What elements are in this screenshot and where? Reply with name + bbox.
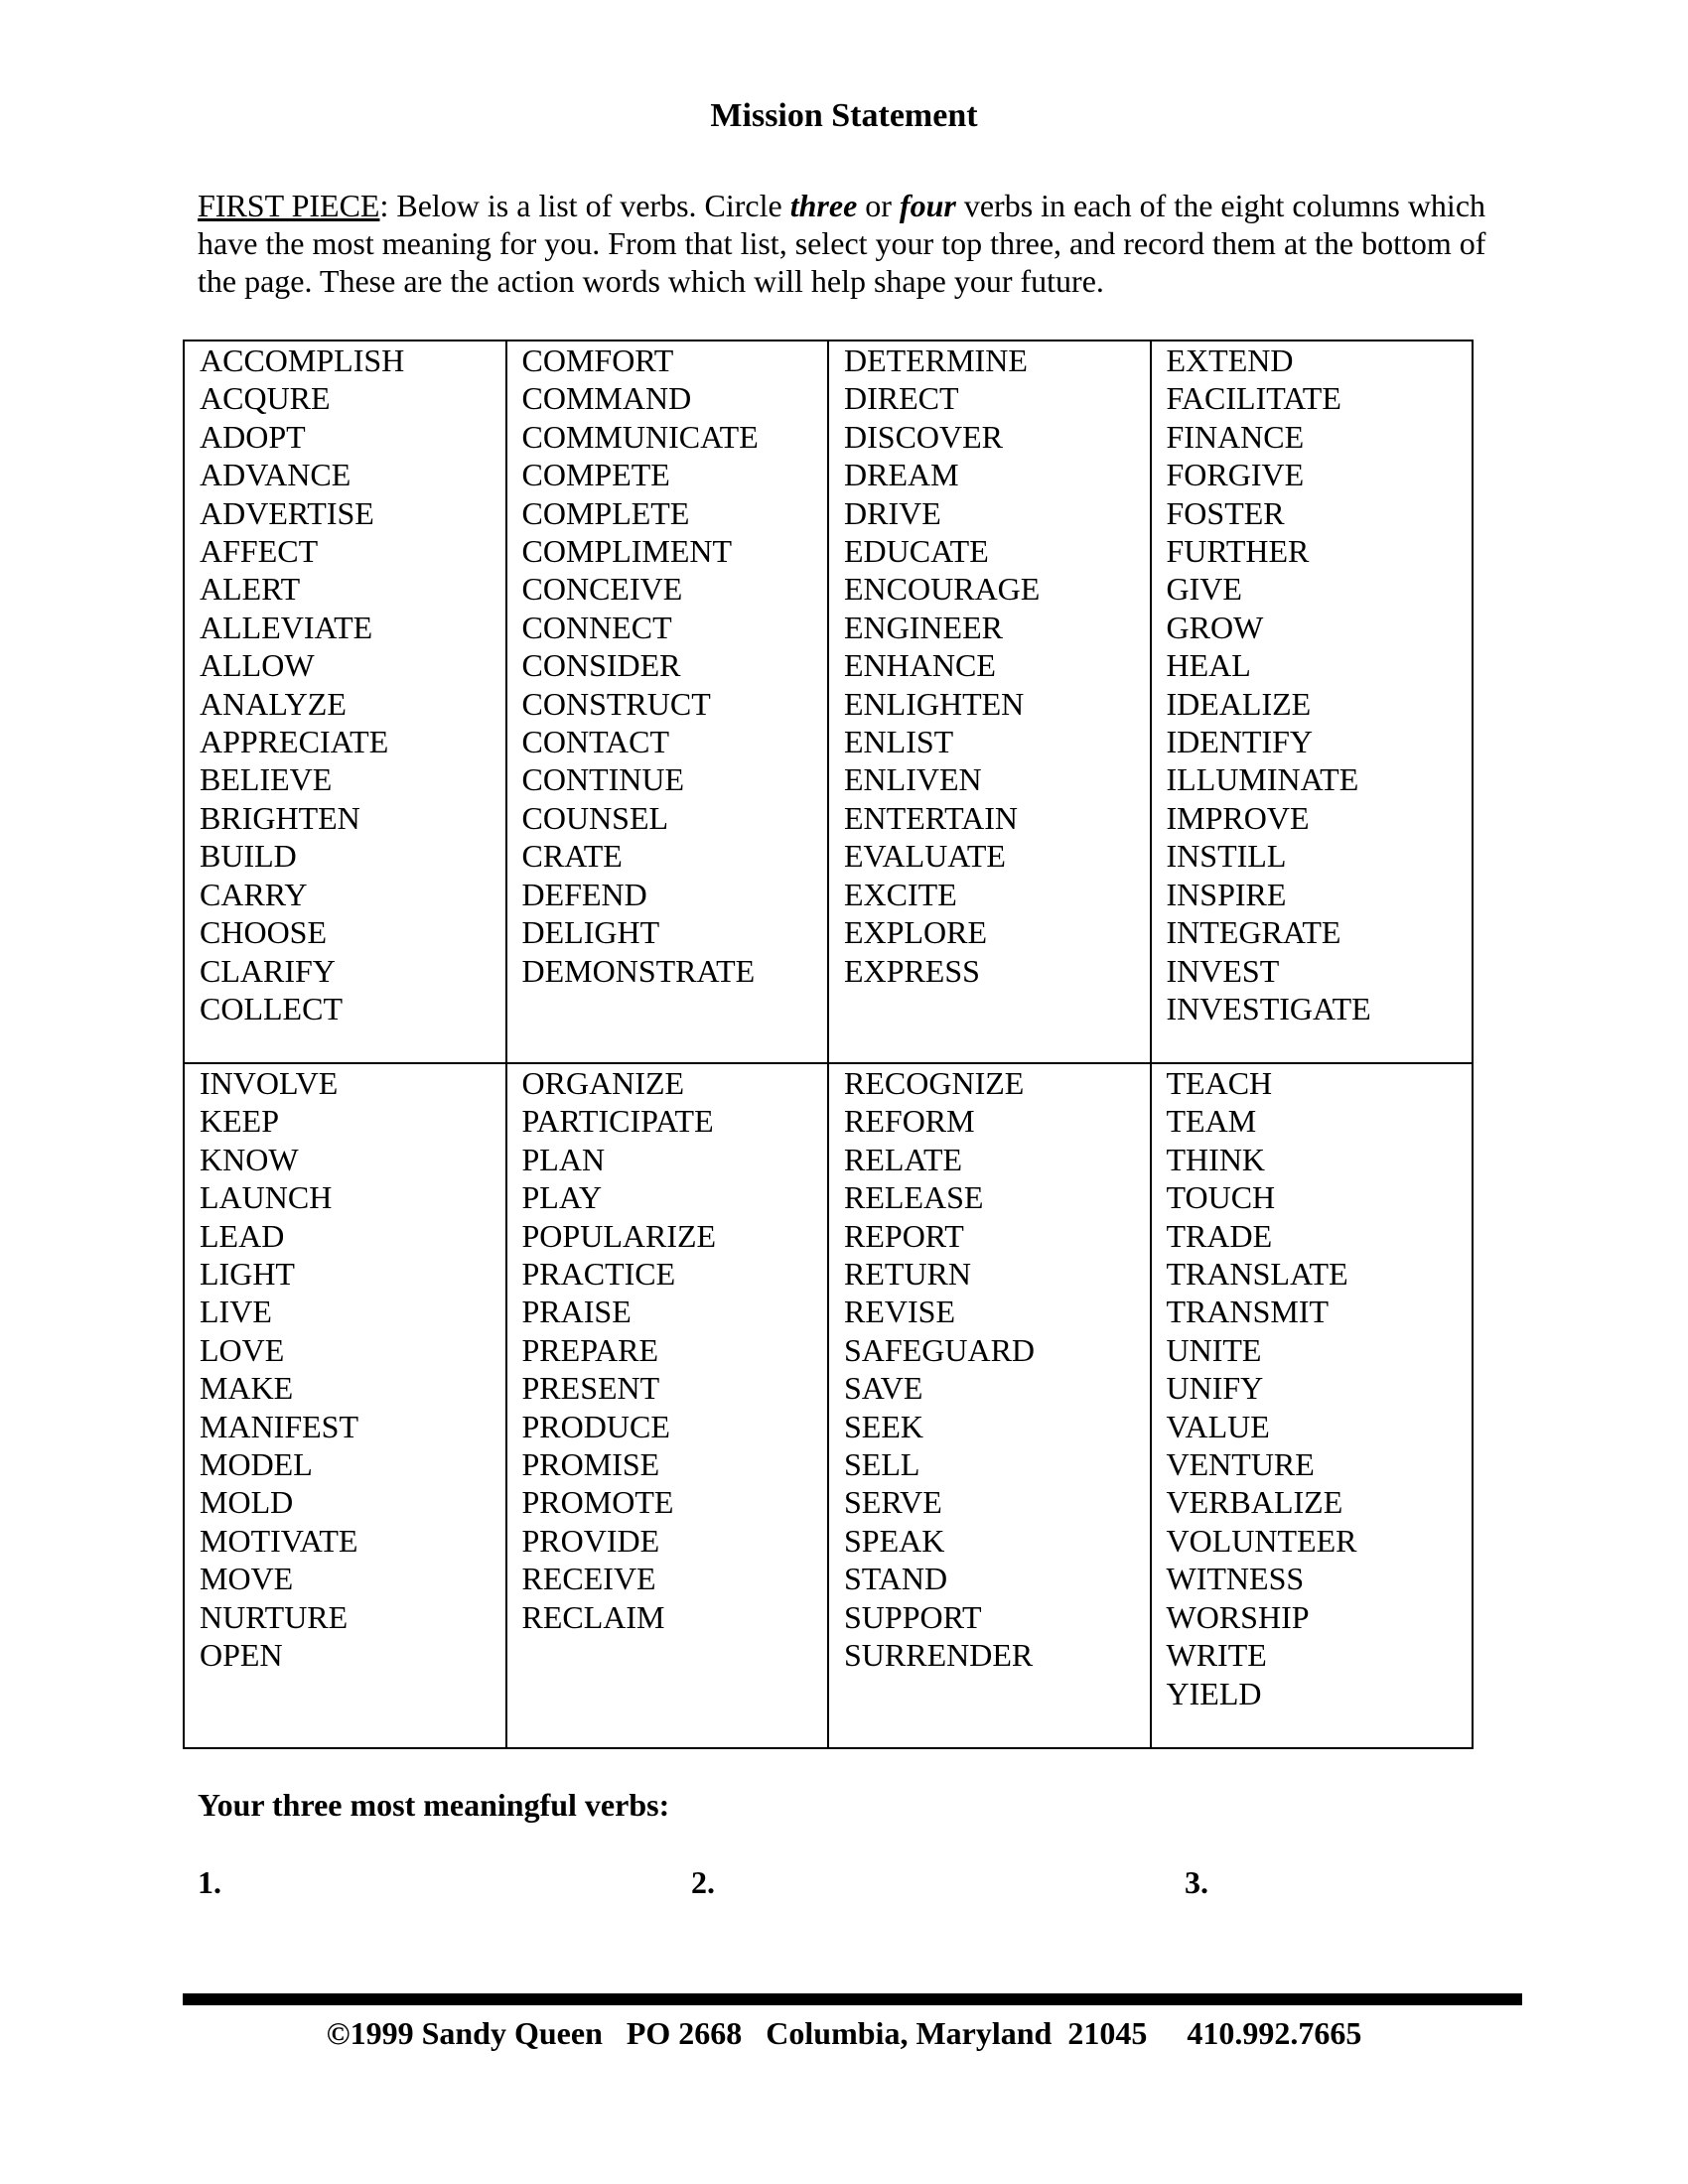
- page-title: Mission Statement: [710, 97, 978, 134]
- verb-item[interactable]: LEAD: [200, 1217, 285, 1254]
- verb-item[interactable]: LIGHT: [200, 1256, 295, 1293]
- verb-column: [828, 341, 1151, 1063]
- verb-item[interactable]: ENGINEER: [844, 609, 1003, 645]
- verb-item[interactable]: DREAM: [844, 457, 959, 493]
- verb-item[interactable]: INSTILL: [1166, 838, 1287, 875]
- verb-item[interactable]: RECLAIM: [521, 1598, 665, 1635]
- verb-table-body: [184, 341, 1473, 1748]
- verb-item[interactable]: CONNECT: [521, 609, 672, 645]
- verb-item[interactable]: COMFORT: [521, 342, 674, 378]
- verb-item[interactable]: REFORM: [844, 1103, 975, 1140]
- verb-item[interactable]: PARTICIPATE: [521, 1103, 714, 1140]
- verb-item[interactable]: ENTERTAIN: [844, 799, 1019, 836]
- verb-item[interactable]: WORSHIP: [1166, 1598, 1310, 1635]
- verb-item[interactable]: COMMAND: [521, 380, 692, 417]
- verb-item[interactable]: INVEST: [1166, 952, 1280, 989]
- verb-item[interactable]: ENLIVEN: [844, 761, 982, 798]
- verb-item[interactable]: CONCEIVE: [521, 571, 683, 608]
- verb-item[interactable]: POPULARIZE: [521, 1217, 717, 1254]
- verb-item[interactable]: ENLIGHTEN: [844, 685, 1025, 722]
- verb-item[interactable]: DEFEND: [521, 876, 647, 912]
- verb-item[interactable]: DETERMINE: [844, 342, 1028, 378]
- intro-label: FIRST PIECE: [198, 188, 380, 223]
- verb-column: [184, 341, 506, 1063]
- verb-item[interactable]: CONTINUE: [521, 761, 685, 798]
- verb-item[interactable]: PROMISE: [521, 1446, 660, 1483]
- verb-item[interactable]: FURTHER: [1166, 533, 1310, 570]
- verb-item[interactable]: MODEL: [200, 1446, 313, 1483]
- verb-item[interactable]: ADVERTISE: [200, 494, 374, 531]
- intro-emphasis-four: four: [899, 188, 956, 223]
- verb-item[interactable]: NURTURE: [200, 1598, 349, 1635]
- verb-item[interactable]: COMPETE: [521, 457, 670, 493]
- verb-item[interactable]: TRADE: [1166, 1217, 1273, 1254]
- verb-item[interactable]: ILLUMINATE: [1166, 761, 1359, 798]
- verb-item[interactable]: GIVE: [1166, 571, 1242, 608]
- verb-item[interactable]: ENCOURAGE: [844, 571, 1041, 608]
- verb-item[interactable]: PRODUCE: [521, 1408, 670, 1444]
- verb-item[interactable]: FINANCE: [1166, 418, 1305, 455]
- verb-item[interactable]: CARRY: [200, 876, 308, 912]
- verb-item[interactable]: FORGIVE: [1166, 457, 1305, 493]
- verb-item[interactable]: THINK: [1166, 1141, 1266, 1177]
- verb-column: [506, 1063, 829, 1748]
- verb-column: [828, 1063, 1151, 1748]
- verb-item[interactable]: IDENTIFY: [1166, 724, 1314, 760]
- verb-item[interactable]: ORGANIZE: [521, 1065, 685, 1101]
- verb-column: [1151, 1063, 1474, 1748]
- verb-item[interactable]: STAND: [844, 1561, 948, 1597]
- verb-item[interactable]: DIRECT: [844, 380, 959, 417]
- verb-item[interactable]: PRAISE: [521, 1294, 632, 1330]
- verb-item[interactable]: IMPROVE: [1166, 799, 1310, 836]
- intro-text-1: : Below is a list of verbs. Circle: [379, 188, 790, 223]
- verb-item[interactable]: COUNSEL: [521, 799, 669, 836]
- verb-item[interactable]: COMPLETE: [521, 494, 690, 531]
- verb-item[interactable]: ANALYZE: [200, 685, 347, 722]
- verb-item[interactable]: VOLUNTEER: [1166, 1522, 1357, 1559]
- verb-column: [506, 341, 829, 1063]
- verb-item[interactable]: BELIEVE: [200, 761, 333, 798]
- verb-item[interactable]: DISCOVER: [844, 418, 1004, 455]
- verb-item[interactable]: SAVE: [844, 1370, 923, 1407]
- answer-blank-3[interactable]: 3.: [1185, 1864, 1208, 1900]
- verb-item[interactable]: SUPPORT: [844, 1598, 982, 1635]
- verb-item[interactable]: DELIGHT: [521, 914, 660, 951]
- verb-item[interactable]: ACQURE: [200, 380, 331, 417]
- verb-item[interactable]: SERVE: [844, 1484, 942, 1521]
- answer-blank-2[interactable]: 2.: [691, 1864, 715, 1900]
- verb-item[interactable]: EXPLORE: [844, 914, 987, 951]
- verb-item[interactable]: EXCITE: [844, 876, 957, 912]
- verb-item[interactable]: PREPARE: [521, 1331, 659, 1368]
- verb-item[interactable]: EVALUATE: [844, 838, 1006, 875]
- verb-item[interactable]: REVISE: [844, 1294, 955, 1330]
- verb-item[interactable]: IDEALIZE: [1166, 685, 1312, 722]
- verb-item[interactable]: WRITE: [1166, 1637, 1267, 1674]
- verb-item[interactable]: ADVANCE: [200, 457, 352, 493]
- verb-item[interactable]: TRANSLATE: [1166, 1256, 1348, 1293]
- verb-item[interactable]: SURRENDER: [844, 1637, 1034, 1674]
- verb-item[interactable]: OPEN: [200, 1637, 283, 1674]
- verb-item[interactable]: EXTEND: [1166, 342, 1294, 378]
- verb-item[interactable]: RELEASE: [844, 1179, 984, 1216]
- verb-item[interactable]: APPRECIATE: [200, 724, 389, 760]
- verb-item[interactable]: EDUCATE: [844, 533, 989, 570]
- verb-item[interactable]: ALLOW: [200, 647, 315, 684]
- verb-item[interactable]: PROVIDE: [521, 1522, 660, 1559]
- verb-item[interactable]: COLLECT: [200, 990, 343, 1026]
- verb-item[interactable]: TEACH: [1166, 1065, 1273, 1101]
- verb-item[interactable]: DEMONSTRATE: [521, 952, 756, 989]
- verb-item[interactable]: RELATE: [844, 1141, 963, 1177]
- verb-item[interactable]: MOLD: [200, 1484, 294, 1521]
- verb-item[interactable]: CONSTRUCT: [521, 685, 711, 722]
- verb-item[interactable]: YIELD: [1166, 1675, 1262, 1711]
- verb-item[interactable]: GROW: [1166, 609, 1264, 645]
- verb-table-row: [184, 1063, 1473, 1748]
- verb-item[interactable]: INVOLVE: [200, 1065, 339, 1101]
- verb-item[interactable]: INTEGRATE: [1166, 914, 1341, 951]
- verb-item[interactable]: CHOOSE: [200, 914, 328, 951]
- footer-contact: ©1999 Sandy Queen PO 2668 Columbia, Maryland 21045 410.992.7665: [326, 2015, 1362, 2051]
- verb-item[interactable]: MOTIVATE: [200, 1522, 358, 1559]
- verb-item[interactable]: UNITE: [1166, 1331, 1262, 1368]
- intro-paragraph: [198, 187, 1488, 300]
- verb-item[interactable]: FACILITATE: [1166, 380, 1341, 417]
- verb-item[interactable]: PRESENT: [521, 1370, 660, 1407]
- verb-item[interactable]: CONTACT: [521, 724, 670, 760]
- verb-item[interactable]: ACCOMPLISH: [200, 342, 405, 378]
- verb-item[interactable]: BUILD: [200, 838, 297, 875]
- verb-item[interactable]: ENLIST: [844, 724, 954, 760]
- verb-item[interactable]: PLAN: [521, 1141, 606, 1177]
- verb-item[interactable]: WITNESS: [1166, 1561, 1305, 1597]
- selection-prompt: Your three most meaningful verbs:: [198, 1787, 670, 1823]
- verb-item[interactable]: ALLEVIATE: [200, 609, 373, 645]
- verb-item[interactable]: RECEIVE: [521, 1561, 656, 1597]
- verb-item[interactable]: CRATE: [521, 838, 623, 875]
- verb-item[interactable]: KEEP: [200, 1103, 279, 1140]
- answer-blank-1[interactable]: 1.: [198, 1864, 221, 1900]
- verb-item[interactable]: TOUCH: [1166, 1179, 1276, 1216]
- verb-item[interactable]: LIVE: [200, 1294, 272, 1330]
- verb-item[interactable]: SELL: [844, 1446, 920, 1483]
- verb-item[interactable]: SPEAK: [844, 1522, 945, 1559]
- verb-item[interactable]: BRIGHTEN: [200, 799, 360, 836]
- verb-item[interactable]: FOSTER: [1166, 494, 1285, 531]
- verb-table-row: [184, 341, 1473, 1063]
- verb-item[interactable]: LAUNCH: [200, 1179, 333, 1216]
- verb-item[interactable]: INVESTIGATE: [1166, 990, 1371, 1026]
- verb-item[interactable]: VENTURE: [1166, 1446, 1315, 1483]
- intro-emphasis-three: three: [789, 188, 858, 223]
- verb-item[interactable]: PROMOTE: [521, 1484, 674, 1521]
- intro-text-2: verbs in each of the eight columns which have the most meaning for you. From that list, select your top three, and record them at the bottom of the page. These are the action words which will help shape your future.: [198, 188, 1486, 299]
- verb-item[interactable]: EXPRESS: [844, 952, 980, 989]
- verb-item[interactable]: PRACTICE: [521, 1256, 676, 1293]
- verb-column: [184, 1063, 506, 1748]
- verb-item[interactable]: HEAL: [1166, 647, 1251, 684]
- verb-item[interactable]: LOVE: [200, 1331, 285, 1368]
- footer-rule: [183, 1993, 1522, 2005]
- verb-item[interactable]: VERBALIZE: [1166, 1484, 1343, 1521]
- verb-item[interactable]: MAKE: [200, 1370, 294, 1407]
- verb-item[interactable]: COMPLIMENT: [521, 533, 733, 570]
- verb-item[interactable]: ALERT: [200, 571, 301, 608]
- verb-item[interactable]: TEAM: [1166, 1103, 1257, 1140]
- verb-column: [1151, 341, 1474, 1063]
- verb-item[interactable]: KNOW: [200, 1141, 299, 1177]
- verb-item[interactable]: REPORT: [844, 1217, 964, 1254]
- verb-item[interactable]: MOVE: [200, 1561, 294, 1597]
- verb-item[interactable]: VALUE: [1166, 1408, 1270, 1444]
- intro-text-or: or: [857, 188, 900, 223]
- verb-item[interactable]: INSPIRE: [1166, 876, 1287, 912]
- verb-item[interactable]: DRIVE: [844, 494, 941, 531]
- verb-item[interactable]: AFFECT: [200, 533, 319, 570]
- verb-item[interactable]: COMMUNICATE: [521, 418, 759, 455]
- verb-item[interactable]: RETURN: [844, 1256, 971, 1293]
- verb-table: [183, 340, 1474, 1749]
- verb-item[interactable]: TRANSMIT: [1166, 1294, 1330, 1330]
- verb-item[interactable]: CLARIFY: [200, 952, 336, 989]
- verb-item[interactable]: UNIFY: [1166, 1370, 1264, 1407]
- verb-item[interactable]: RECOGNIZE: [844, 1065, 1025, 1101]
- verb-item[interactable]: SAFEGUARD: [844, 1331, 1036, 1368]
- verb-item[interactable]: MANIFEST: [200, 1408, 359, 1444]
- verb-item[interactable]: ADOPT: [200, 418, 306, 455]
- verb-item[interactable]: SEEK: [844, 1408, 923, 1444]
- verb-item[interactable]: ENHANCE: [844, 647, 996, 684]
- verb-item[interactable]: PLAY: [521, 1179, 603, 1216]
- verb-item[interactable]: CONSIDER: [521, 647, 681, 684]
